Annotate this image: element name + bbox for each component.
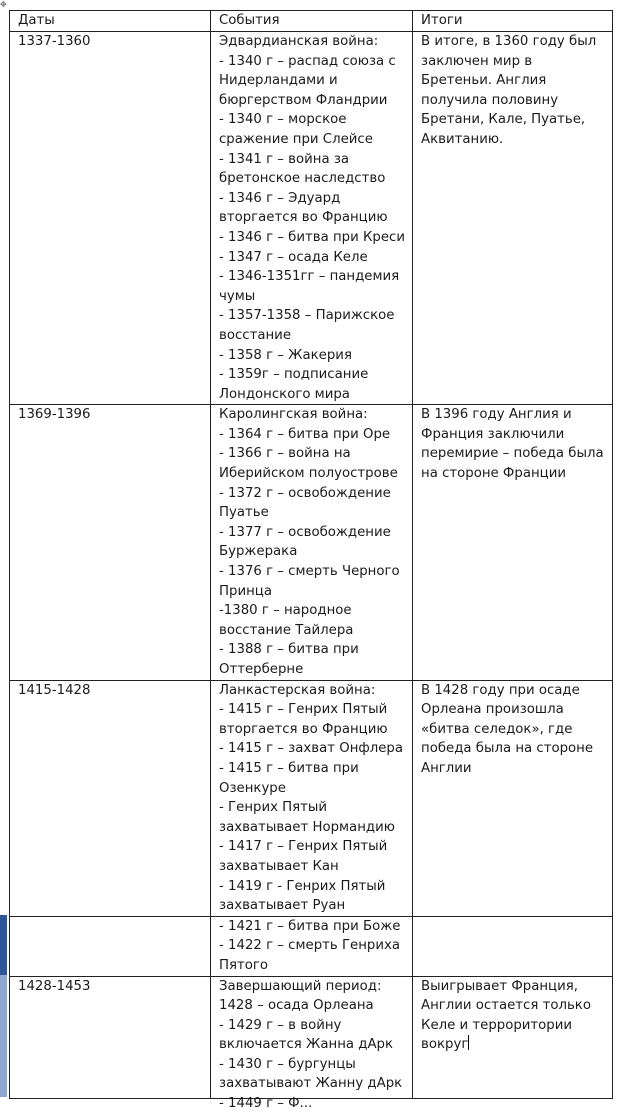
event-line: - 1340 г – распад союза с Нидерландами и бюргерством Фландрии bbox=[219, 53, 396, 108]
table-row bbox=[10, 976, 613, 1098]
event-line: - Генрих Пятый захватывает Нормандию bbox=[219, 800, 395, 835]
event-line: - 1417 г – Генрих Пятый захватывает Кан bbox=[219, 839, 388, 874]
event-line: - 1430 г – бургунцы захватывают Жанну дАрк bbox=[219, 1056, 403, 1092]
event-line: - 1347 г – осада Келе bbox=[219, 249, 368, 265]
dates-cell[interactable]: 1428-1453 bbox=[10, 976, 211, 1098]
table-header-row bbox=[10, 11, 613, 32]
events-cell[interactable] bbox=[211, 32, 413, 405]
event-line: - 1377 г – освобождение Буржерака bbox=[219, 524, 391, 560]
results-cell[interactable] bbox=[413, 916, 613, 976]
events-cell[interactable] bbox=[211, 916, 413, 976]
table-move-handle[interactable]: ✥ bbox=[0, 0, 7, 9]
header-cell-results[interactable]: Итоги bbox=[413, 11, 613, 32]
table-row bbox=[10, 680, 613, 916]
results-cell[interactable]: В итоге, в 1360 году был заключен мир в Бретеньи. Англия получила половину Бретани, Кале, Пуатье, Аквитанию. bbox=[413, 32, 613, 405]
event-line: - 1415 г – битва при Озенкуре bbox=[219, 760, 359, 796]
event-line: - 1376 г – смерть Черного Принца bbox=[219, 564, 400, 599]
dates-cell[interactable]: 1369-1396 bbox=[10, 405, 211, 680]
event-line: - 1341 г – война за бретонское наследство bbox=[219, 151, 386, 187]
event-line: Ланкастерская война: bbox=[219, 682, 376, 698]
results-cell[interactable]: В 1428 году при осаде Орлеана произошла «битва селедок», где победа была на стороне Англии bbox=[413, 680, 613, 916]
event-line: - 1421 г – битва при Боже bbox=[219, 918, 401, 934]
event-line: - 1388 г – битва при Оттерберне bbox=[219, 642, 359, 677]
table-row bbox=[10, 32, 613, 405]
event-line: - 1422 г – смерть Генриха Пятого bbox=[219, 938, 401, 973]
event-line: - 1415 г – захват Онфлера bbox=[219, 741, 404, 757]
window-edge-accent bbox=[0, 915, 7, 975]
event-line: - 1357-1358 – Парижское восстание bbox=[219, 308, 395, 343]
events-cell[interactable] bbox=[211, 680, 413, 916]
event-line: - 1366 г – война на Иберийском полуострове bbox=[219, 446, 398, 482]
event-line: - 1346-1351гг – пандемия чумы bbox=[219, 269, 400, 304]
event-line: - 1346 г – битва при Креси bbox=[219, 229, 405, 245]
header-cell-dates[interactable]: Даты bbox=[10, 11, 211, 32]
dates-cell[interactable] bbox=[10, 916, 211, 976]
window-edge-accent-light bbox=[0, 975, 7, 1097]
event-line: - 1429 г – в войну включается Жанна дАрк bbox=[219, 1017, 394, 1053]
event-line: - 1346 г – Эдуард вторгается во Францию bbox=[219, 190, 388, 226]
header-cell-events[interactable]: События bbox=[211, 11, 413, 32]
event-line: - 1419 г - Генрих Пятый захватывает Руан bbox=[219, 878, 386, 914]
dates-cell[interactable]: 1337-1360 bbox=[10, 32, 211, 405]
event-line: Завершающий период: bbox=[219, 978, 382, 994]
dates-cell[interactable]: 1415-1428 bbox=[10, 680, 211, 916]
event-line: - 1372 г – освобождение Пуатье bbox=[219, 485, 391, 521]
events-cell[interactable] bbox=[211, 976, 413, 1112]
event-line: Эдвардианская война: bbox=[219, 34, 379, 49]
history-table bbox=[9, 10, 613, 1112]
event-line: - 1359г – подписание Лондонского мира bbox=[219, 367, 369, 402]
events-cell[interactable] bbox=[211, 405, 413, 680]
event-line: - 1415 г – Генрих Пятый вторгается во Францию bbox=[219, 702, 388, 737]
event-line: - 1358 г – Жакерия bbox=[219, 347, 352, 363]
event-line: 1428 – осада Орлеана bbox=[219, 998, 374, 1014]
results-text: Выигрывает Франция, Англии остается только Келе и терроритории вокруг bbox=[421, 978, 591, 1053]
event-line: - 1449 г – Ф... bbox=[219, 1096, 313, 1112]
results-cell[interactable]: В 1396 году Англия и Франция заключили перемирие – победа была на стороне Франции bbox=[413, 405, 613, 680]
event-line: - 1364 г – битва при Оре bbox=[219, 426, 391, 442]
text-cursor bbox=[468, 1035, 469, 1050]
table-row bbox=[10, 405, 613, 680]
results-cell[interactable] bbox=[413, 976, 613, 1098]
event-line: Каролингская война: bbox=[219, 407, 368, 423]
event-line: -1380 г – народное восстание Тайлера bbox=[219, 603, 354, 638]
event-line: - 1340 г – морское сражение при Слейсе bbox=[219, 112, 373, 147]
table-row bbox=[10, 916, 613, 976]
